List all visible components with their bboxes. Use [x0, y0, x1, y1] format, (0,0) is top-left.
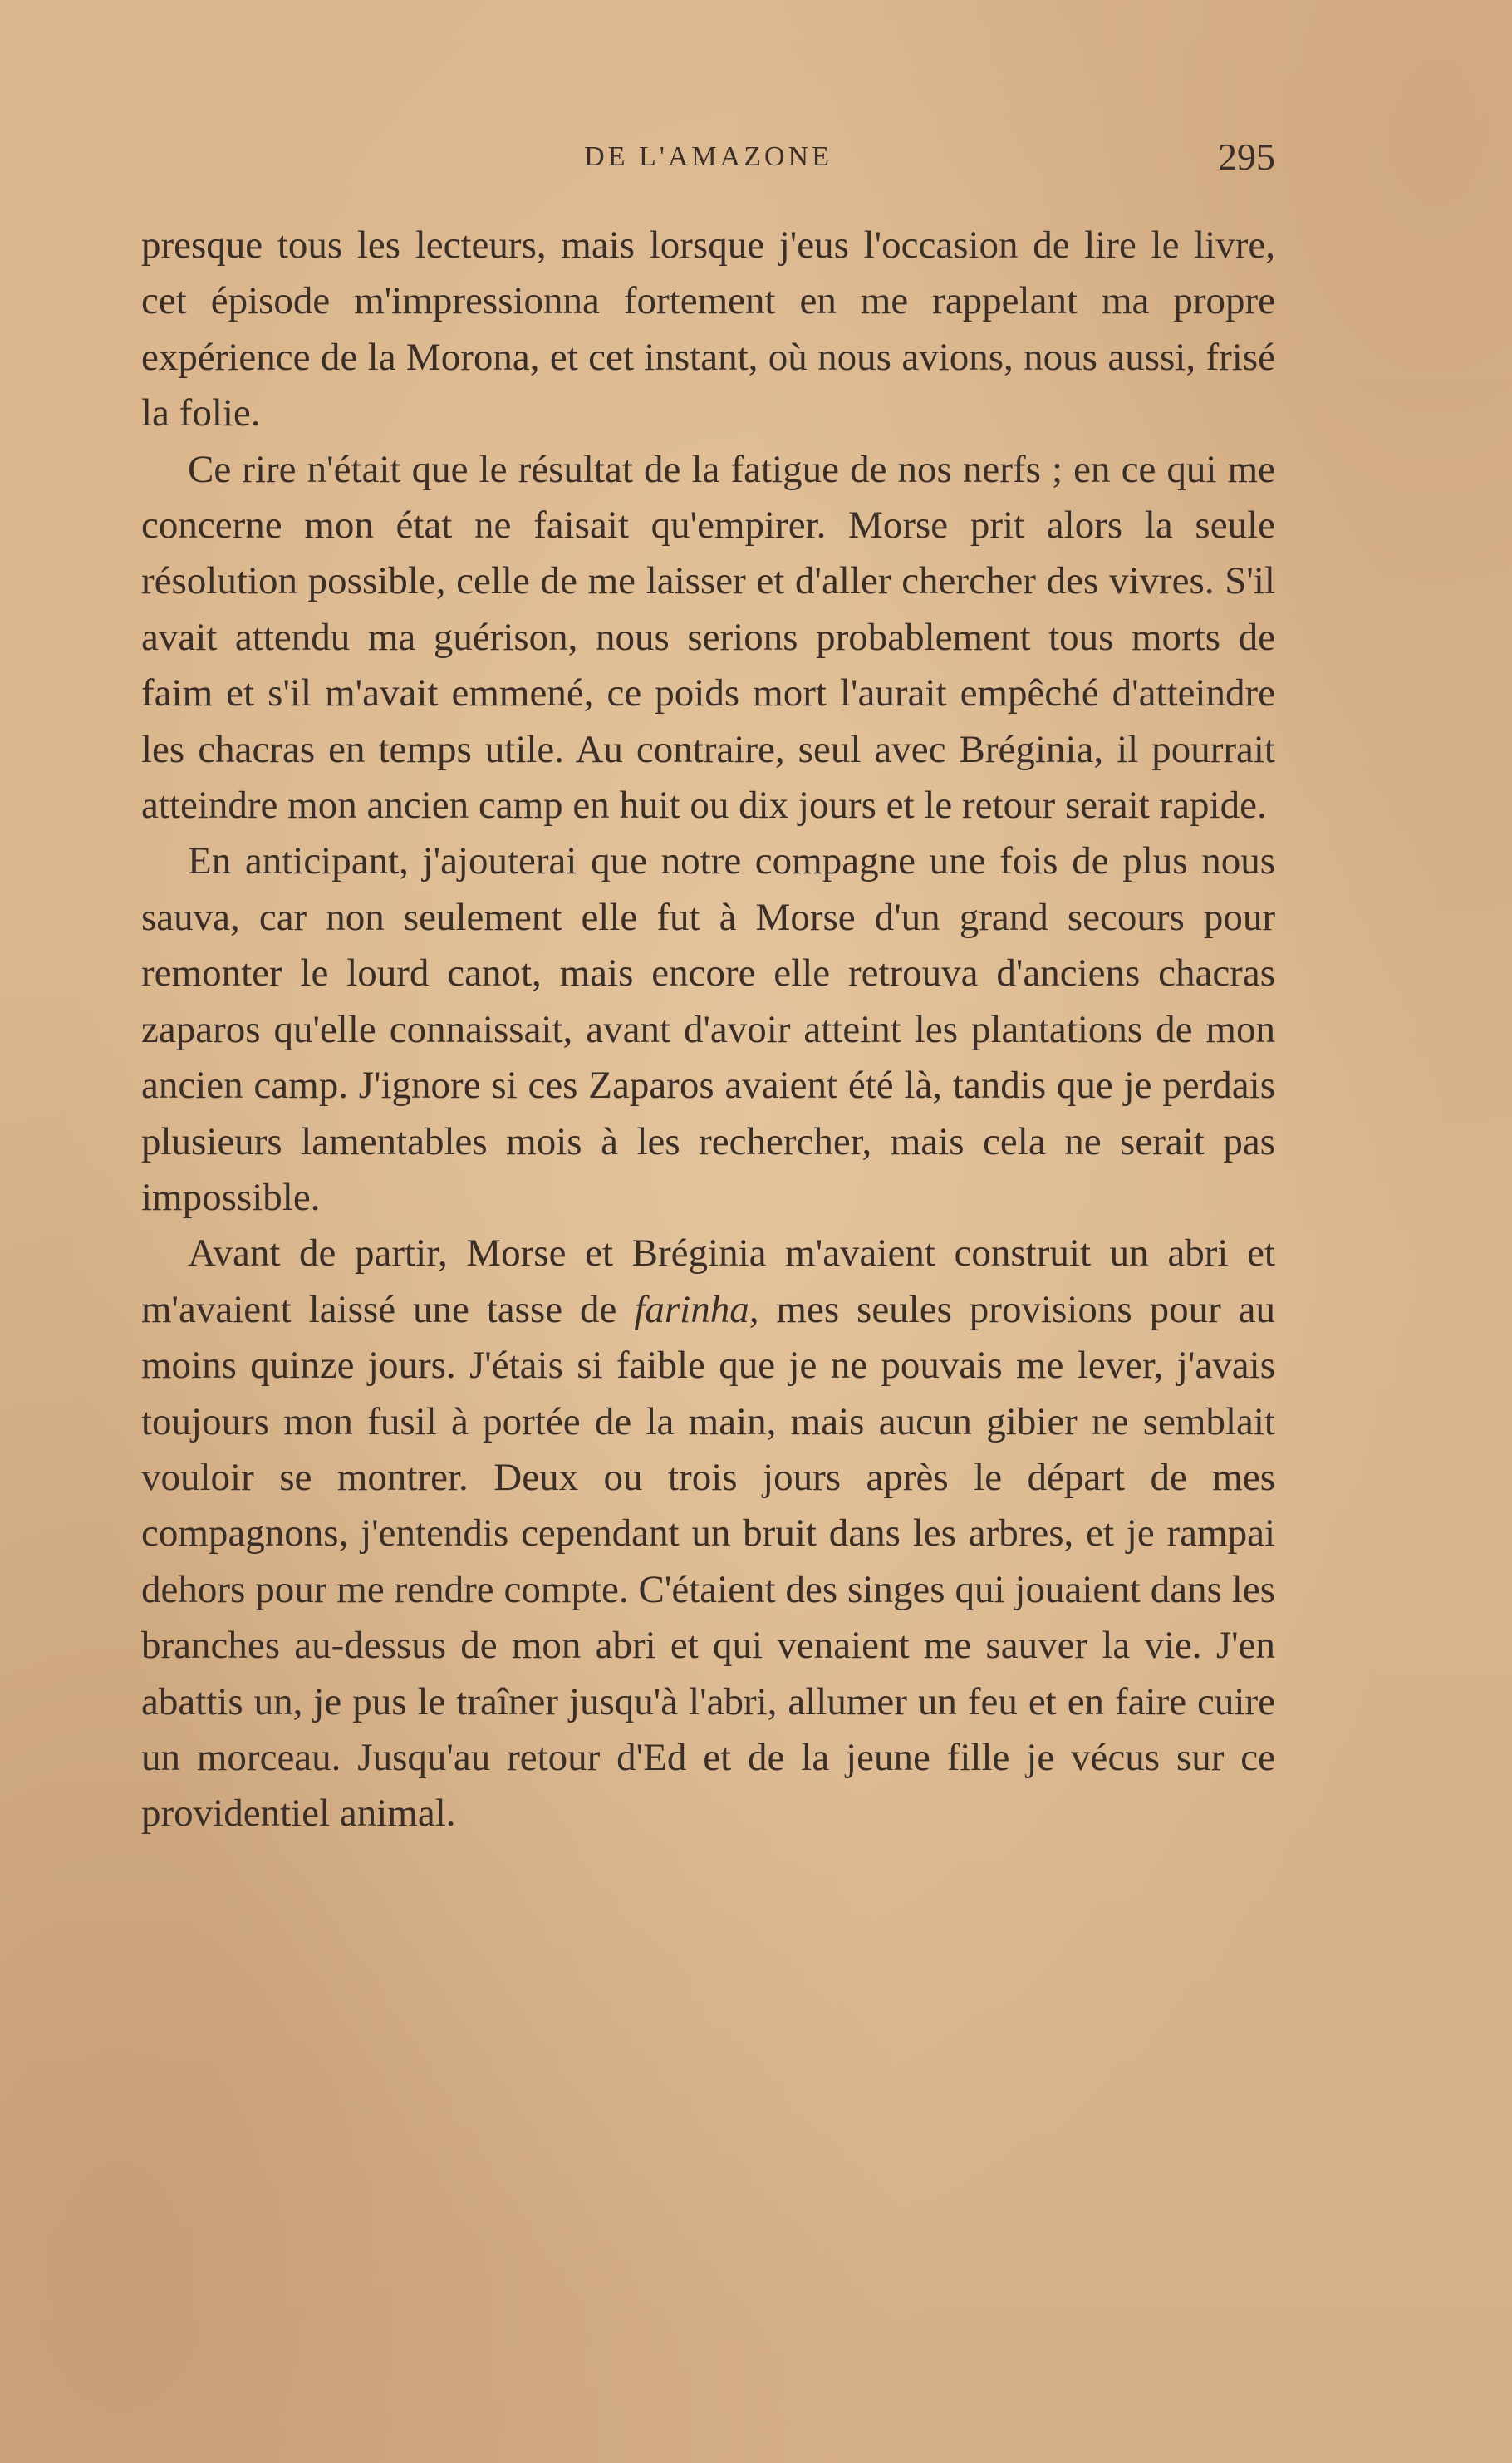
page-header: [141, 135, 1275, 184]
paragraph-4-start: Avant de partir, Morse et Bréginia m'avaient construit un abri et m'avaient laissé une tasse de: [141, 1232, 1275, 1331]
paragraph-1: presque tous les lecteurs, mais lorsque j'eus l'occasion de lire le livre, cet épisode m'impressionna fortement en me rappelant ma propre expérience de la Morona, et cet instant, où nous avions, nous aussi, frisé la folie.: [141, 224, 1275, 435]
running-head: DE L'AMAZONE: [584, 141, 832, 172]
paragraph-4-end: , mes seules provisions pour au moins quinze jours. J'étais si faible que je ne pouvais me lever, j'avais toujours mon fusil à portée de la main, mais aucun gibier ne semblait vouloir se montrer. Deux ou trois jours après le départ de mes compagnons, j'entendis cependant un bruit dans les arbres, et je rampai dehors pour me rendre compte. C'étaient des singes qui jouaient dans les branches au-dessus de mon abri et qui venaient me sauver la vie. J'en abattis un, je pus le traîner jusqu'à l'abri, allumer un feu et en faire cuire un morceau. Jusqu'au retour d'Ed et de la jeune fille je vécus sur ce providentiel animal.: [141, 1287, 1275, 1836]
paragraph-2: Ce rire n'était que le résultat de la fatigue de nos nerfs ; en ce qui me concerne mon état ne faisait qu'empirer. Morse prit alors la seule résolution possible, celle de me laisser et d'aller chercher des vivres. S'il avait attendu ma guérison, nous serions probablement tous morts de faim et s'il m'avait emmené, ce poids mort l'aurait empêché d'atteindre les chacras en temps utile. Au contraire, seul avec Bréginia, il pourrait atteindre mon ancien camp en huit ou dix jours et le retour serait rapide.: [141, 447, 1275, 828]
paragraph-3: En anticipant, j'ajouterai que notre compagne une fois de plus nous sauva, car non seulement elle fut à Morse d'un grand secours pour remonter le lourd canot, mais encore elle retrouva d'anciens chacras zaparos qu'elle connaissait, avant d'avoir atteint les plantations de mon ancien camp. J'ignore si ces Zaparos avaient été là, tandis que je perdais plusieurs lamentables mois à les rechercher, mais cela ne serait pas impossible.: [141, 839, 1275, 1219]
body-text: [141, 218, 1275, 1842]
italic-word-farinha: farinha: [634, 1287, 749, 1331]
page-number: 295: [1218, 135, 1275, 178]
paragraph-4: [141, 1226, 1275, 1841]
